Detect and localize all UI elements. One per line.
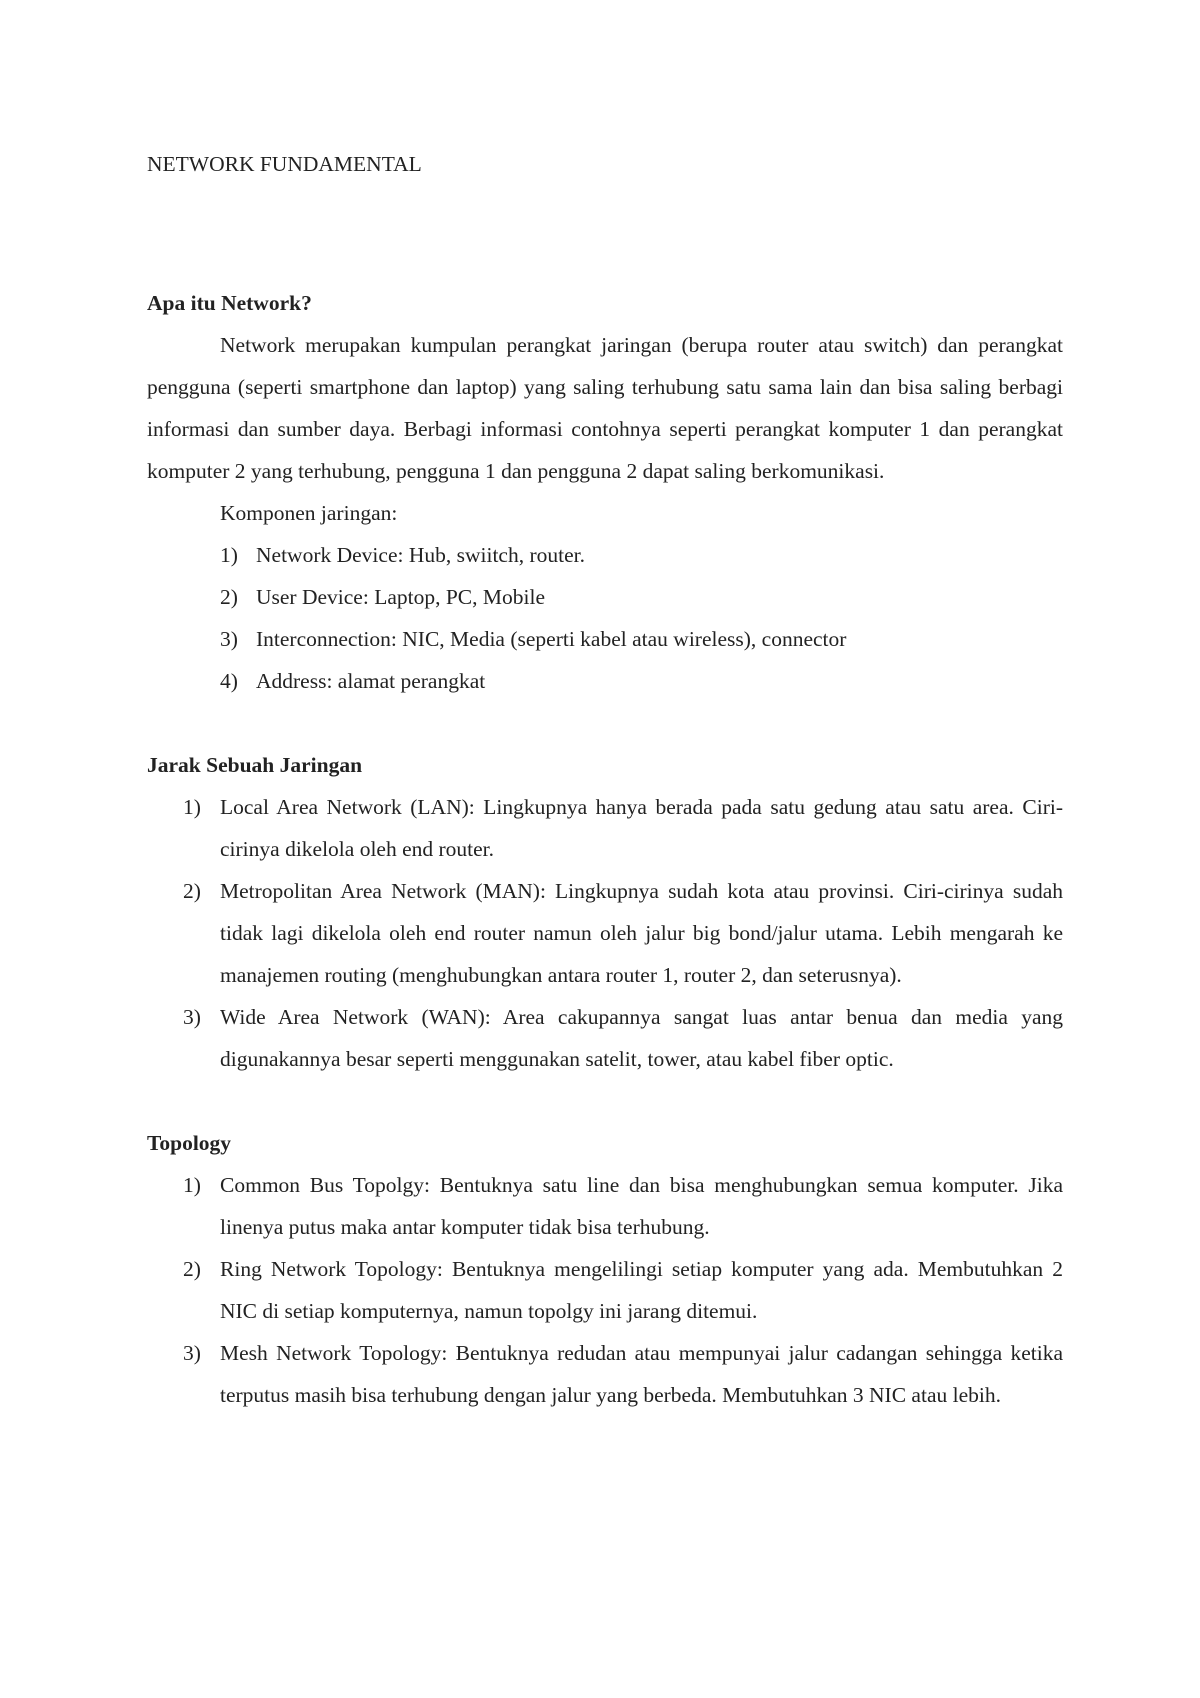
- document-page: [147, 143, 1063, 1416]
- list-item-text: Ring Network Topology: Bentuknya mengelilingi setiap komputer yang ada. Membutuhkan 2 NIC di setiap komputernya, namun topolgy ini jarang ditemui.: [220, 1257, 1063, 1323]
- list-item-text: Metropolitan Area Network (MAN): Lingkupnya sudah kota atau provinsi. Ciri-cirinya sudah tidak lagi dikelola oleh end router namun oleh jalur big bond/jalur utama. Lebih mengarah ke manajemen routing (menghubungkan antara router 1, router 2, dan seterusnya).: [220, 879, 1063, 987]
- section-heading-topology: Topology: [147, 1131, 232, 1155]
- list-number: 2): [220, 585, 238, 609]
- document-title: NETWORK FUNDAMENTAL: [147, 152, 422, 176]
- list-number: 3): [183, 1341, 201, 1365]
- list-item: [147, 660, 1063, 702]
- topology-list: [147, 1164, 1063, 1416]
- list-item: [147, 1248, 1063, 1332]
- list-item: [147, 618, 1063, 660]
- list-number: 3): [183, 1005, 201, 1029]
- list-item-text: User Device: Laptop, PC, Mobile: [256, 585, 546, 609]
- list-item-text: Common Bus Topolgy: Bentuknya satu line dan bisa menghubungkan semua komputer. Jika linenya putus maka antar komputer tidak bisa terhubung.: [220, 1173, 1063, 1239]
- list-item-text: Mesh Network Topology: Bentuknya redudan atau mempunyai jalur cadangan sehingga ketika terputus masih bisa terhubung dengan jalur yang berbeda. Membutuhkan 3 NIC atau lebih.: [220, 1341, 1063, 1407]
- list-item: [147, 1332, 1063, 1416]
- list-number: 1): [183, 795, 201, 819]
- section-heading-jarak-sebuah-jaringan: Jarak Sebuah Jaringan: [147, 753, 363, 777]
- list-item-text: Network Device: Hub, swiitch, router.: [256, 543, 585, 567]
- section-heading-apa-itu-network: Apa itu Network?: [147, 291, 312, 315]
- list-item: [147, 786, 1063, 870]
- list-number: 4): [220, 669, 238, 693]
- list-number: 1): [183, 1173, 201, 1197]
- network-definition-paragraph: Network merupakan kumpulan perangkat jaringan (berupa router atau switch) dan perangkat pengguna (seperti smartphone dan laptop) yang saling terhubung satu sama lain dan bisa saling berbagi informasi dan sumber daya. Berbagi informasi contohnya seperti perangkat komputer 1 dan perangkat komputer 2 yang terhubung, pengguna 1 dan pengguna 2 dapat saling berkomunikasi.: [147, 333, 1063, 483]
- list-item: [147, 996, 1063, 1080]
- list-number: 3): [220, 627, 238, 651]
- network-range-list: [147, 786, 1063, 1080]
- components-label: Komponen jaringan:: [220, 501, 398, 525]
- list-number: 2): [183, 1257, 201, 1281]
- list-item-text: Interconnection: NIC, Media (seperti kabel atau wireless), connector: [256, 627, 847, 651]
- components-list: [147, 534, 1063, 702]
- list-item: [147, 534, 1063, 576]
- list-item-text: Address: alamat perangkat: [256, 669, 486, 693]
- list-item-text: Local Area Network (LAN): Lingkupnya hanya berada pada satu gedung atau satu area. Ciri-cirinya dikelola oleh end router.: [220, 795, 1063, 861]
- list-number: 1): [220, 543, 238, 567]
- list-number: 2): [183, 879, 201, 903]
- list-item: [147, 576, 1063, 618]
- list-item: [147, 1164, 1063, 1248]
- list-item-text: Wide Area Network (WAN): Area cakupannya sangat luas antar benua dan media yang digunakannya besar seperti menggunakan satelit, tower, atau kabel fiber optic.: [220, 1005, 1063, 1071]
- list-item: [147, 870, 1063, 996]
